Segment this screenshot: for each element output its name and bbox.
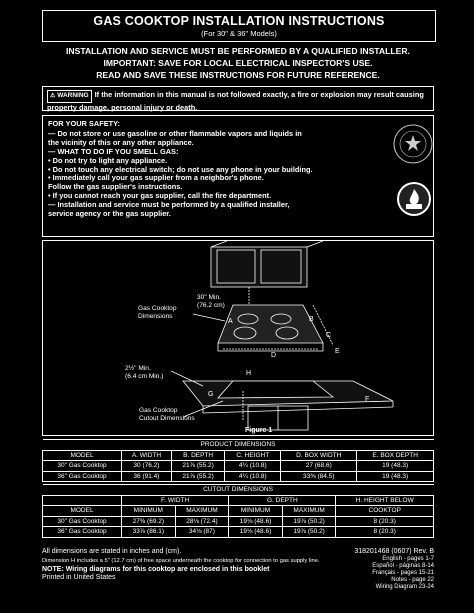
footer-note: Printed in United States: [42, 574, 116, 582]
installer-notice: [42, 45, 434, 81]
table-cell: 19 (48.3): [357, 461, 434, 472]
safety-item: Follow the gas supplier's instructions.: [48, 182, 183, 192]
warning-text: If the information in this manual is not followed exactly, a fire or explosion may result causing property damage, personal injury or death.: [47, 90, 424, 112]
column-header: MODEL: [43, 506, 122, 517]
column-header: D. BOX WIDTH: [281, 450, 357, 461]
part-number: 318201468 (0607) Rev. B: [354, 548, 434, 555]
safety-item: • Do not try to light any appliance.: [48, 155, 168, 165]
table-cell: 21⅞ (55.2): [171, 471, 224, 482]
notice-line-3: READ AND SAVE THESE INSTRUCTIONS FOR FUTURE REFERENCE.: [96, 70, 380, 80]
safety-item: — Installation and service must be performed by a qualified installer,: [48, 200, 290, 210]
cooktop-diagram: [43, 241, 433, 435]
design-certified-seal-icon: [393, 124, 433, 164]
label-30-min-line2: (76.2 cm): [197, 301, 225, 309]
table-cell: 36" Gas Cooktop: [43, 471, 122, 482]
table-row: [43, 516, 434, 527]
group-header: G. DEPTH: [229, 495, 336, 506]
warning-badge-label: WARNING: [57, 92, 89, 99]
diagram-letter-g: G: [208, 391, 214, 398]
table-cell: 27 (68.6): [281, 461, 357, 472]
label-cooktop-dimensions-line1: Gas Cooktop: [138, 305, 177, 312]
diagram-letter-d: D: [271, 352, 277, 359]
safety-item: the vicinity of this or any other appliance.: [48, 137, 194, 147]
language-page: Notes - page 22: [391, 577, 434, 583]
diagram-letter-f: F: [365, 396, 370, 403]
table-header-row: [43, 450, 434, 461]
column-header: E. BOX DEPTH: [357, 450, 434, 461]
label-cooktop-dimensions-line2: Dimensions: [138, 312, 173, 320]
page-subtitle: (For 30" & 36" Models): [201, 29, 277, 38]
safety-item: — WHAT TO DO IF YOU SMELL GAS:: [48, 146, 179, 156]
figure-caption: Figure 1: [245, 427, 273, 434]
label-2-5-min-line1: 2½" Min.: [125, 365, 151, 372]
language-page: English - pages 1-7: [382, 556, 434, 562]
safety-item: — Do not store or use gasoline or other flammable vapors and liquids in: [48, 128, 302, 138]
column-header: A. WIDTH: [122, 450, 172, 461]
footer-meta: [354, 548, 434, 591]
safety-item: service agency or the gas supplier.: [48, 209, 171, 219]
table-cell: 33⅜ (84.5): [281, 471, 357, 482]
footer-note: All dimensions are stated in inches and (cm).: [42, 548, 182, 555]
table-cell: 19⅛ (48.6): [229, 516, 283, 527]
table-cell: 19⅞ (50.2): [282, 516, 336, 527]
diagram-letter-e: E: [335, 348, 340, 355]
footer-note: Dimension H includes a 5" (12.7 cm) of free space underneath the cooktop for connection to gas supply line.: [42, 557, 320, 564]
warning-box: [42, 86, 434, 111]
cutout-dimensions-table: [42, 484, 434, 538]
table-cell: 27⅜ (69.2): [122, 516, 176, 527]
table-row: [43, 461, 434, 472]
table-cell: 19⅛ (48.6): [229, 527, 283, 538]
page-title: GAS COOKTOP INSTALLATION INSTRUCTIONS: [93, 14, 385, 28]
cutout-table-title: CUTOUT DIMENSIONS: [43, 485, 434, 496]
table-cell: 19 (48.3): [357, 471, 434, 482]
certified-flame-seal-icon: [396, 181, 432, 217]
language-page: Español - páginas 8-14: [372, 563, 434, 569]
table-cell: [43, 495, 122, 506]
table-cell: 30" Gas Cooktop: [43, 461, 122, 472]
safety-list: [48, 120, 378, 219]
group-header: H. HEIGHT BELOW: [336, 495, 434, 506]
table-cell: 4¼ (10.8): [225, 461, 281, 472]
table-cell: 36 (91.4): [122, 471, 172, 482]
table-cell: 36" Gas Cooktop: [43, 527, 122, 538]
table-cell: 34⅛ (87): [175, 527, 229, 538]
column-header: C. HEIGHT: [225, 450, 281, 461]
table-row: [43, 471, 434, 482]
table-cell: 4¼ (10.8): [225, 471, 281, 482]
diagram-letter-a: A: [228, 318, 233, 325]
table-group-row: [43, 495, 434, 506]
label-cutout-dimensions-line1: Gas Cooktop: [139, 407, 178, 414]
label-2-5-min-line2: (6.4 cm Min.): [125, 372, 164, 380]
product-dimensions-table: [42, 439, 434, 482]
language-page: Français - pages 15-21: [372, 570, 434, 576]
table-cell: 33⅞ (86.1): [122, 527, 176, 538]
diagram-letter-h: H: [246, 370, 252, 377]
safety-item: • If you cannot reach your gas supplier, call the fire department.: [48, 191, 272, 201]
safety-item: • Immediately call your gas supplier from a neighbor's phone.: [48, 173, 264, 183]
column-header: MINIMUM: [122, 506, 176, 517]
language-page: Wiring Diagram 23-24: [375, 584, 434, 590]
table-cell: 19⅞ (50.2): [282, 527, 336, 538]
table-cell: 30" Gas Cooktop: [43, 516, 122, 527]
table-cell: 8 (20.3): [336, 527, 434, 538]
warning-badge: [47, 90, 92, 103]
label-2-5-min: [125, 365, 163, 380]
notice-line-2: IMPORTANT: SAVE FOR LOCAL ELECTRICAL INSPECTOR'S USE.: [103, 58, 373, 68]
column-header: B. DEPTH: [171, 450, 224, 461]
label-30-min: [197, 294, 225, 309]
table-cell: 28⅛ (72.4): [175, 516, 229, 527]
safety-heading: FOR YOUR SAFETY:: [48, 119, 120, 128]
column-header: MODEL: [43, 450, 122, 461]
label-cutout-dimensions-line2: Cutout Dimensions: [139, 414, 195, 422]
table-cell: 21⅞ (55.2): [171, 461, 224, 472]
safety-item: • Do not touch any electrical switch; do not use any phone in your building.: [48, 164, 313, 174]
diagram-letter-c: C: [326, 332, 332, 339]
label-30-min-line1: 30" Min.: [197, 294, 221, 301]
column-header: MAXIMUM: [282, 506, 336, 517]
label-cooktop-dimensions: [138, 305, 176, 320]
group-header: F. WIDTH: [122, 495, 229, 506]
warning-triangle-icon: ⚠: [50, 93, 56, 99]
notice-line-1: INSTALLATION AND SERVICE MUST BE PERFORMED BY A QUALIFIED INSTALLER.: [66, 46, 410, 56]
table-header-row: [43, 506, 434, 517]
table-cell: 30 (76.2): [122, 461, 172, 472]
column-header: COOKTOP: [336, 506, 434, 517]
table-row: [43, 527, 434, 538]
column-header: MAXIMUM: [175, 506, 229, 517]
safety-box: [42, 115, 434, 237]
installation-figure: [42, 240, 434, 436]
table-cell: 8 (20.3): [336, 516, 434, 527]
title-box: [42, 10, 436, 42]
product-table-title: PRODUCT DIMENSIONS: [43, 440, 434, 451]
column-header: MINIMUM: [229, 506, 283, 517]
diagram-letter-b: B: [309, 316, 314, 323]
label-cutout-dimensions: [139, 407, 195, 422]
footer-note: NOTE: Wiring diagrams for this cooktop are enclosed in this booklet: [42, 565, 270, 573]
footer-notes: [42, 548, 320, 583]
